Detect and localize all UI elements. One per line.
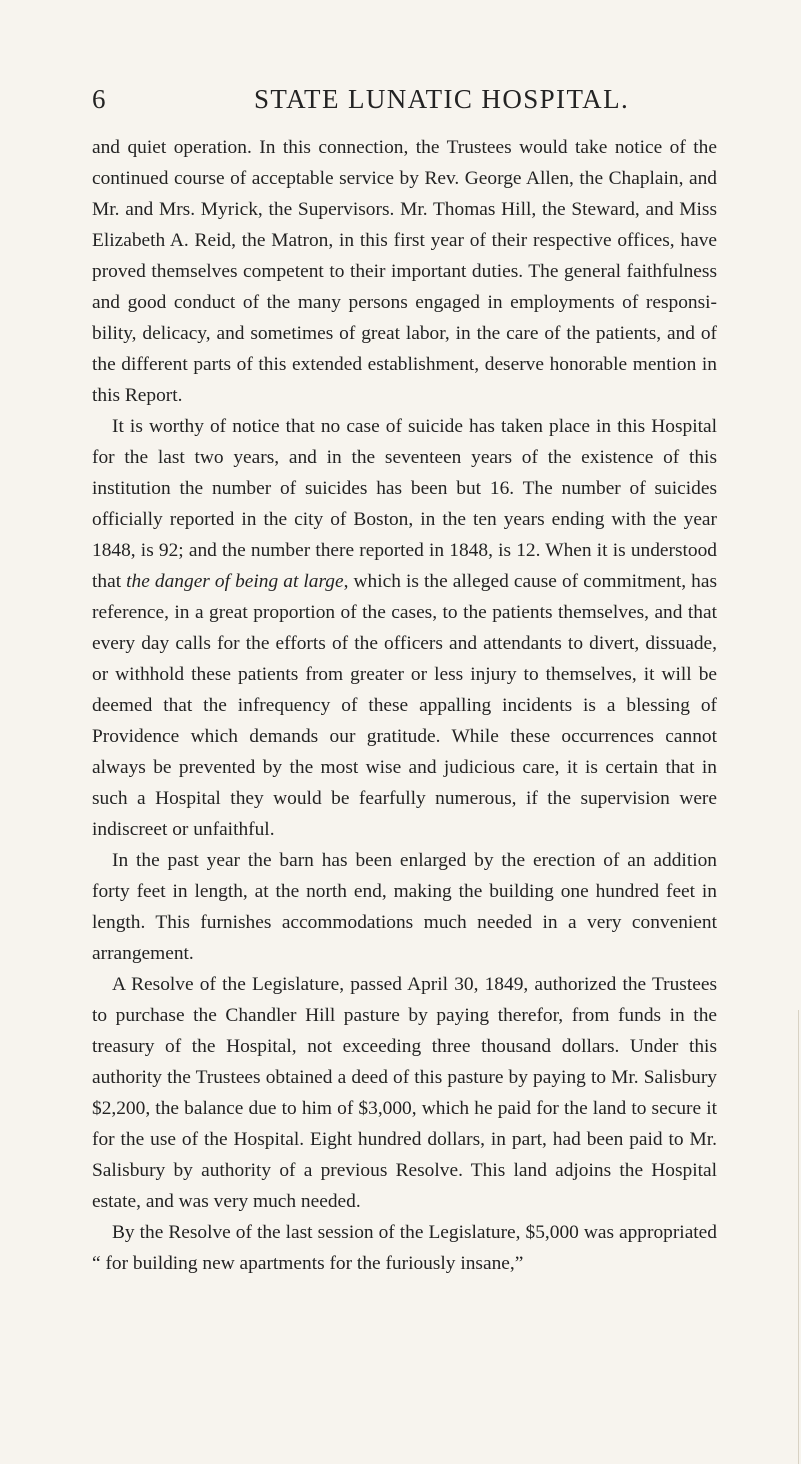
running-title: STATE LUNATIC HOSPITAL. (254, 84, 630, 114)
body-text (92, 132, 717, 1279)
paragraph-chandler-hill-pasture: A Resolve of the Legislature, passed April 30, 1849, authorized the Trustees to purchase the Chandler Hill pasture by paying therefor, from funds in the treasury of the Hospital, not exceeding three thousand dollars. Under this authority the Trustees obtained a deed of this pasture by paying to Mr. Salisbury $2,200, the balance due to him of $3,000, which he paid for the land to secure it for the use of the Hospital. Eight hundred dollars, in part, had been paid to Mr. Salisbury by authority of a previous Resolve. This land adjoins the Hospital estate, and was very much needed. (92, 974, 717, 1212)
page-header (92, 84, 708, 124)
page-edge-line (798, 1010, 799, 1464)
paragraph-text-after: , which is the alleged cause of commitment, has reference, in a great proportion of the cases, to the patients themselves, and that every day calls for the efforts of the officers and attendants to divert, dissuade, or withhold these patients from greater or less injury to themselves, it will be deemed that the infrequency of these appalling incidents is a blessing of Providence which demands our gratitude. While these occurrences cannot always be prevented by the most wise and judicious care, it is certain that in such a Hospital they would be fearfully numerous, if the supervision were indiscreet or unfaithful. (92, 571, 717, 840)
page-number: 6 (92, 84, 106, 114)
paragraph-barn-enlargement: In the past year the barn has been enlarged by the erection of an addition forty feet in length, at the north end, making the building one hundred feet in length. This furnishes accommodations much needed in a very convenient arrangement. (92, 850, 717, 964)
paragraph-staff-commendation: and quiet operation. In this connection, the Trustees would take notice of the continued course of acceptable service by Rev. George Allen, the Chaplain, and Mr. and Mrs. Myrick, the Supervisors. Mr. Thomas Hill, the Steward, and Miss Elizabeth A. Reid, the Matron, in this first year of their respective offices, have proved themselves competent to their important duties. The general faithfulness and good conduct of the many persons engaged in employments of responsibility, delicacy, and sometimes of great labor, in the care of the patients, and of the different parts of this extended establishment, deserve honorable mention in this Report. (92, 137, 717, 406)
paragraph-appropriation: By the Resolve of the last session of the Legislature, $5,000 was appropriated “ for building new apartments for the furiously insane,” (92, 1222, 717, 1274)
paragraph-suicide-statistics (92, 411, 717, 845)
paragraph-text-before: It is worthy of notice that no case of suicide has taken place in this Hospital for the last two years, and in the seventeen years of the existence of this institution the number of suicides has been but 16. The number of suicides officially reported in the city of Boston, in the ten years ending with the year 1848, is 92; and the number there reported in 1848, is 12. When it is understood that (92, 416, 717, 592)
italic-phrase: the danger of being at large (126, 571, 344, 592)
